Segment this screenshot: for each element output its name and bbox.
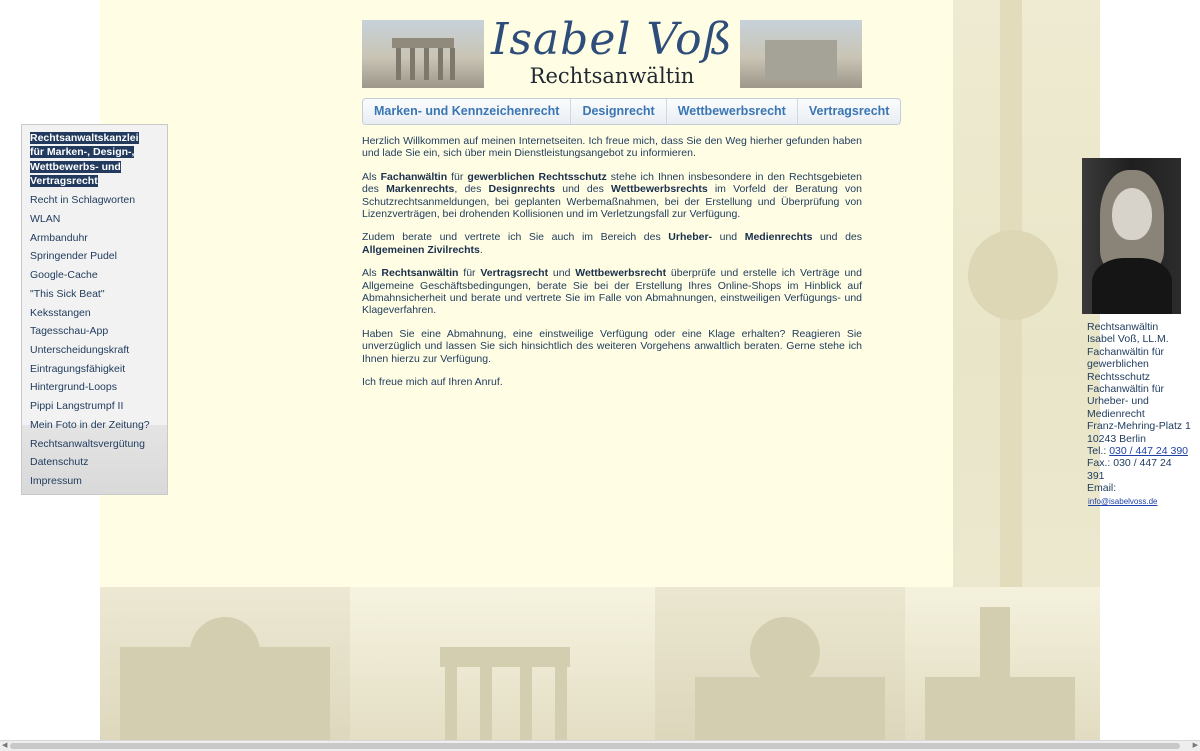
contact-name: Isabel Voß, LL.M. bbox=[1087, 333, 1169, 346]
sidebar-item-mein-foto[interactable]: Mein Foto in der Zeitung? bbox=[30, 419, 150, 431]
sidebar-item-keksstangen[interactable]: Keksstangen bbox=[30, 307, 91, 319]
lawyer-portrait-photo bbox=[1082, 158, 1181, 314]
closing-paragraph: Ich freue mich auf Ihren Anruf. bbox=[362, 376, 503, 389]
sidebar-item-recht-in-schlagworten[interactable]: Recht in Schlagworten bbox=[30, 194, 136, 206]
specialist-paragraph: Als Fachanwältin für gewerblichen Rechtsschutz stehe ich Ihnen insbesondere in den Rechtsgebieten des Markenrechts, des Designrechts und des Wettbewerbsrechts im Vorfeld der Beratung von Schutzrechtsanmeldungen, bei geplanten Werbemaßnahmen, bei der Erstellung und Überprüfung von Lizenzverträgen, bei drohenden Kollisionen und im Verletzungsfall zur Verfügung. bbox=[362, 170, 862, 221]
tab-marken-und-kennzeichenrecht[interactable]: Marken- und Kennzeichenrecht bbox=[374, 104, 560, 118]
sidebar-item-wlan[interactable]: WLAN bbox=[30, 213, 61, 225]
sidebar-item-google-cache[interactable]: Google-Cache bbox=[30, 269, 98, 281]
scrollbar-thumb[interactable] bbox=[10, 743, 1180, 749]
main-navigation-tabs bbox=[362, 98, 901, 125]
sidebar-item-this-sick-beat[interactable]: "This Sick Beat" bbox=[30, 288, 105, 300]
sidebar-item-armbanduhr[interactable]: Armbanduhr bbox=[30, 232, 88, 244]
contact-email-label: Email: bbox=[1087, 482, 1117, 495]
skyline-town-hall-image bbox=[905, 587, 1100, 740]
sidebar-item-active-label: Rechtsanwaltskanzlei für Marken-, Design-, Wettbewerbs- und Vertragsrecht bbox=[30, 132, 139, 188]
skyline-cathedral-image bbox=[655, 587, 905, 740]
reichstag-facade bbox=[765, 40, 837, 80]
phone-link[interactable]: 030 / 447 24 390 bbox=[1109, 445, 1189, 458]
scroll-left-icon[interactable]: ◀ bbox=[2, 742, 8, 749]
scroll-right-icon[interactable]: ▶ bbox=[1192, 742, 1198, 749]
tab-wettbewerbsrecht[interactable]: Wettbewerbsrecht bbox=[666, 99, 797, 124]
contact-fax: Fax.: 030 / 447 24 391 bbox=[1087, 457, 1172, 482]
copyright-paragraph: Zudem berate und vertrete ich Sie auch im Bereich des Urheber- und Medienrechts und des Allgemeinen Zivilrechts. bbox=[362, 231, 862, 256]
emphasized-term: Vertragsrecht bbox=[480, 267, 549, 280]
emphasized-term: Urheber- bbox=[668, 231, 713, 244]
emphasized-term: Wettbewerbsrecht bbox=[575, 267, 667, 280]
brandenburg-gate-photo bbox=[362, 20, 484, 88]
emphasized-term: Wettbewerbsrechts bbox=[611, 183, 708, 196]
phone-label: Tel.: bbox=[1087, 445, 1110, 458]
emphasized-term: gewerblichen Rechtsschutz bbox=[467, 170, 607, 183]
warning-paragraph: Haben Sie eine Abmahnung, eine einstweilige Verfügung oder eine Klage erhalten? Reagieren Sie unverzüglich und lassen Sie sich hinsichtlich des weiteren Vorgehens anwaltlich beraten. Gerne stehe ich Ihnen hierzu zur Verfügung. bbox=[362, 327, 862, 365]
emphasized-term: Medienrechts bbox=[744, 231, 813, 244]
contract-paragraph: Als Rechtsanwältin für Vertragsrecht und Wettbewerbsrecht überprüfe und erstelle ich Verträge und Allgemeine Geschäftsbedingungen, berate Sie bei der Erstellung Ihres Online-Shops im Hinblick auf Abmahnsicherheit und berate und vertrete Sie im Falle von Abmahnungen, einstweiligen Verfügungs- und Klageverfahren. bbox=[362, 267, 862, 317]
brand-logo-subtitle: Rechtsanwältin bbox=[529, 64, 695, 88]
contact-city: 10243 Berlin bbox=[1087, 432, 1146, 445]
emphasized-term: Rechtsanwältin bbox=[381, 267, 459, 280]
sidebar-item-active[interactable] bbox=[30, 131, 154, 189]
sidebar-item-hintergrund-loops[interactable]: Hintergrund-Loops bbox=[30, 381, 117, 393]
sidebar-item-eintragungsfaehigkeit[interactable]: Eintragungsfähigkeit bbox=[30, 363, 126, 375]
skyline-brandenburg-gate-image bbox=[350, 587, 655, 740]
gate-attic bbox=[392, 38, 454, 48]
tab-vertragsrecht[interactable]: Vertragsrecht bbox=[797, 99, 901, 124]
sidebar-item-datenschutz[interactable]: Datenschutz bbox=[30, 456, 89, 468]
sidebar-item-impressum[interactable]: Impressum bbox=[30, 475, 82, 487]
sidebar-menu bbox=[21, 124, 168, 495]
welcome-paragraph: Herzlich Willkommen auf meinen Internetseiten. Ich freue mich, dass Sie den Weg hierher gefunden haben und lade Sie ein, sich über mein Dienstleistungsangebot zu informieren. bbox=[362, 135, 862, 160]
email-link[interactable]: info@isabelvoss.de bbox=[1088, 496, 1158, 506]
sidebar-item-rechtsanwaltsverguetung[interactable]: Rechtsanwaltsvergütung bbox=[30, 438, 145, 450]
emphasized-term: Markenrechts bbox=[386, 183, 455, 196]
emphasized-term: Allgemeinen Zivilrechts bbox=[362, 243, 480, 256]
emphasized-term: Fachanwältin bbox=[380, 170, 448, 183]
emphasized-term: Designrechts bbox=[488, 183, 556, 196]
contact-specialty-1: Fachanwältin für gewerblichen Rechtsschutz bbox=[1087, 345, 1165, 383]
horizontal-scrollbar[interactable] bbox=[0, 740, 1200, 751]
contact-info bbox=[1087, 321, 1192, 508]
sidebar-item-unterscheidungskraft[interactable]: Unterscheidungskraft bbox=[30, 344, 130, 356]
sidebar-item-pippi-langstrumpf[interactable]: Pippi Langstrumpf II bbox=[30, 400, 124, 412]
main-content bbox=[362, 135, 862, 400]
contact-title: Rechtsanwältin bbox=[1087, 321, 1159, 333]
sidebar-item-springender-pudel[interactable]: Springender Pudel bbox=[30, 250, 117, 262]
tab-designrecht[interactable]: Designrecht bbox=[570, 99, 665, 124]
contact-specialty-2: Fachanwältin für Urheber- und Medienrecht bbox=[1087, 383, 1165, 420]
skyline-reichstag-image bbox=[100, 587, 350, 740]
contact-phone bbox=[1087, 445, 1192, 457]
brand-logo-name: Isabel Voß bbox=[490, 14, 734, 65]
sidebar-item-tagesschau-app[interactable]: Tagesschau-App bbox=[30, 325, 109, 337]
contact-street: Franz-Mehring-Platz 1 bbox=[1087, 420, 1191, 433]
tv-tower-sphere bbox=[968, 230, 1058, 320]
